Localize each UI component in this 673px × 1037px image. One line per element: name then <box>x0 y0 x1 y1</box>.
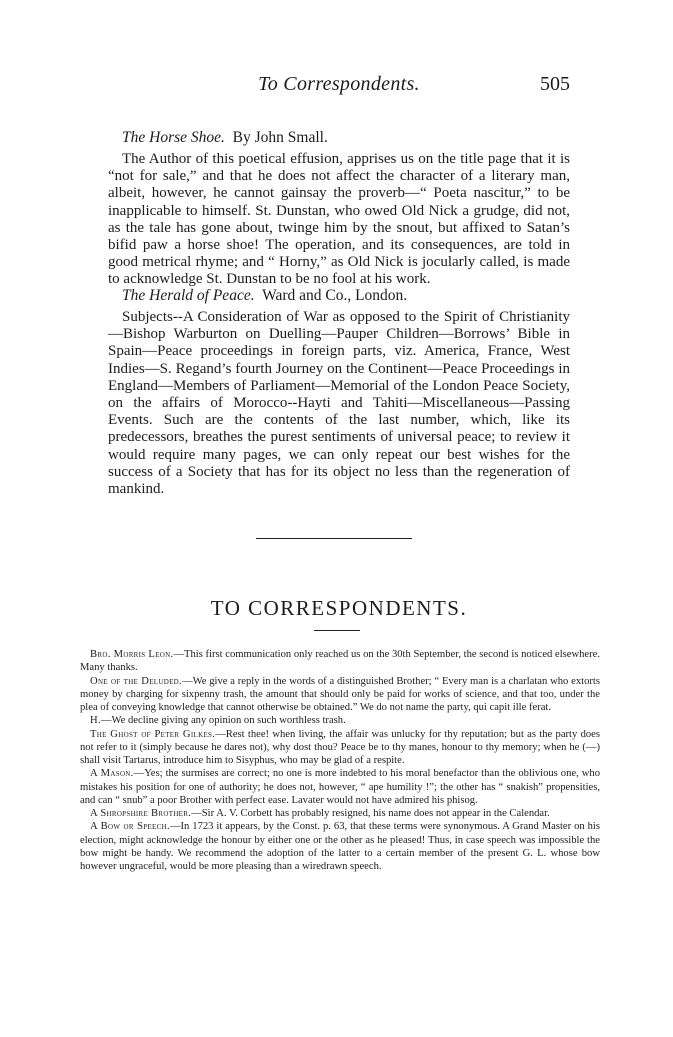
note-text: —This first communication only reached us on the 30th September, the second is noticed elsewhere. Many thanks. <box>80 649 600 674</box>
review-title-rest: Ward and Co., London. <box>262 287 408 304</box>
note-text: —We give a reply in the words of a distinguished Brother; “ Every man is a charlatan who extorts money by charging for sixpenny trash, the amount that should only be paid for works of science, and that too, under the plea of conveying knowledge that cannot otherwise be obtained.” We do not name the party, qui capit ille ferat. <box>80 675 600 713</box>
page-header <box>108 73 570 103</box>
note-lead: Bro. Morris Leon. <box>90 649 174 660</box>
review-title-italic: The Herald of Peace. <box>122 287 255 304</box>
heading-rule <box>314 630 360 631</box>
review-body: The Author of this poetical effusion, apprises us on the title page that it is “not for sale,” and that he does not affect the character of a literary man, albeit, however, he cannot gainsay the proverb—“ Poeta nascitur,” to be inapplicable to himself. St. Dunstan, who owed Old Nick a grudge, did not, as the tale has gone about, twinge him by the snout, but affixed to Satan’s bifid paw a horse shoe! The operation, and its consequences, are told in good metrical rhyme; and “ Horny,” as Old Nick is jocularly called, is made to acknowledge St. Dunstan to be no fool at his work. <box>108 151 570 288</box>
correspondents-notes <box>80 648 600 873</box>
review-body: Subjects--A Consideration of War as opposed to the Spirit of Christianity—Bishop Warburton on Duelling—Pauper Children—Borrows’ Bible in Spain—Peace proceedings in foreign parts, viz. America, France, West Indies—S. Regand’s fourth Journey on the Continent—Peace Proceedings in England—Members of Parliament—Memorial of the London Peace Society, on the affairs of Morocco--Hayti and Tahiti—Miscellaneous—Passing Events. Such are the contents of the last number, which, like its predecessors, breathes the purest sentiments of universal peace; to review it would require many pages, we can only repeat our best wishes for the success of a Society that has for its object no less than the regeneration of mankind. <box>108 309 570 498</box>
note-lead: A Mason. <box>90 768 134 780</box>
review-title-rest: By John Small. <box>232 129 328 146</box>
note-text: —Rest thee! when living, the affair was unlucky for thy reputation; but as the party does not refer to it (simply because he dares not), why dost thou? Peace be to thy manes, honour to thy memory; when he (—) shall visit Tartarus, introduce him to Sisyphus, who may be glad of a respite. <box>80 728 601 766</box>
note-item <box>80 807 600 820</box>
note-item <box>80 728 600 768</box>
note-item <box>80 767 600 807</box>
note-text: —In 1723 it appears, by the Const. p. 63, that these terms were synonymous. A Grand Master on his election, might acknowledge the honour by either one or the other as he pleased! Thus, in case speech was impossible the bow might be handy. We recommend the adoption of the latter to a certain member of the present G. L. whose bow however ungraceful, would be more pleasing than a wiredrawn speech. <box>80 821 600 872</box>
note-text: —Sir A. V. Corbett has probably resigned, his name does not appear in the Calendar. <box>191 808 550 819</box>
review-title-italic: The Horse Shoe. <box>122 129 225 146</box>
note-lead: One of the Deluded. <box>90 675 182 687</box>
note-item <box>80 675 600 715</box>
running-title: To Correspondents. <box>258 73 420 95</box>
note-text: —Yes; the surmises are correct; no one is more indebted to his moral benefactor than the oblivious one, who mistakes his position for one of authority; he does not, however, “ ape humility !”; the other has “ snakish” propensities, and can “ snub” a poor Brother with perfect ease. Lavater would not have admired his phisog. <box>80 768 600 806</box>
note-text: —We decline giving any opinion on such worthless trash. <box>100 715 346 727</box>
note-item <box>80 820 600 873</box>
note-lead: A Shropshire Brother. <box>90 808 192 819</box>
review-herald-of-peace <box>108 286 570 498</box>
note-lead: H. <box>90 715 101 727</box>
note-lead: The Ghost of Peter Gilkes. <box>90 728 216 740</box>
section-divider <box>256 538 412 539</box>
note-item <box>80 648 600 675</box>
review-title <box>108 128 570 147</box>
page-number: 505 <box>540 73 570 95</box>
review-horse-shoe <box>108 128 570 289</box>
correspondents-heading: TO CORRESPONDENTS. <box>210 596 468 620</box>
note-lead: A Bow or Speech. <box>90 821 170 833</box>
note-item <box>80 714 600 727</box>
review-title <box>108 286 570 305</box>
